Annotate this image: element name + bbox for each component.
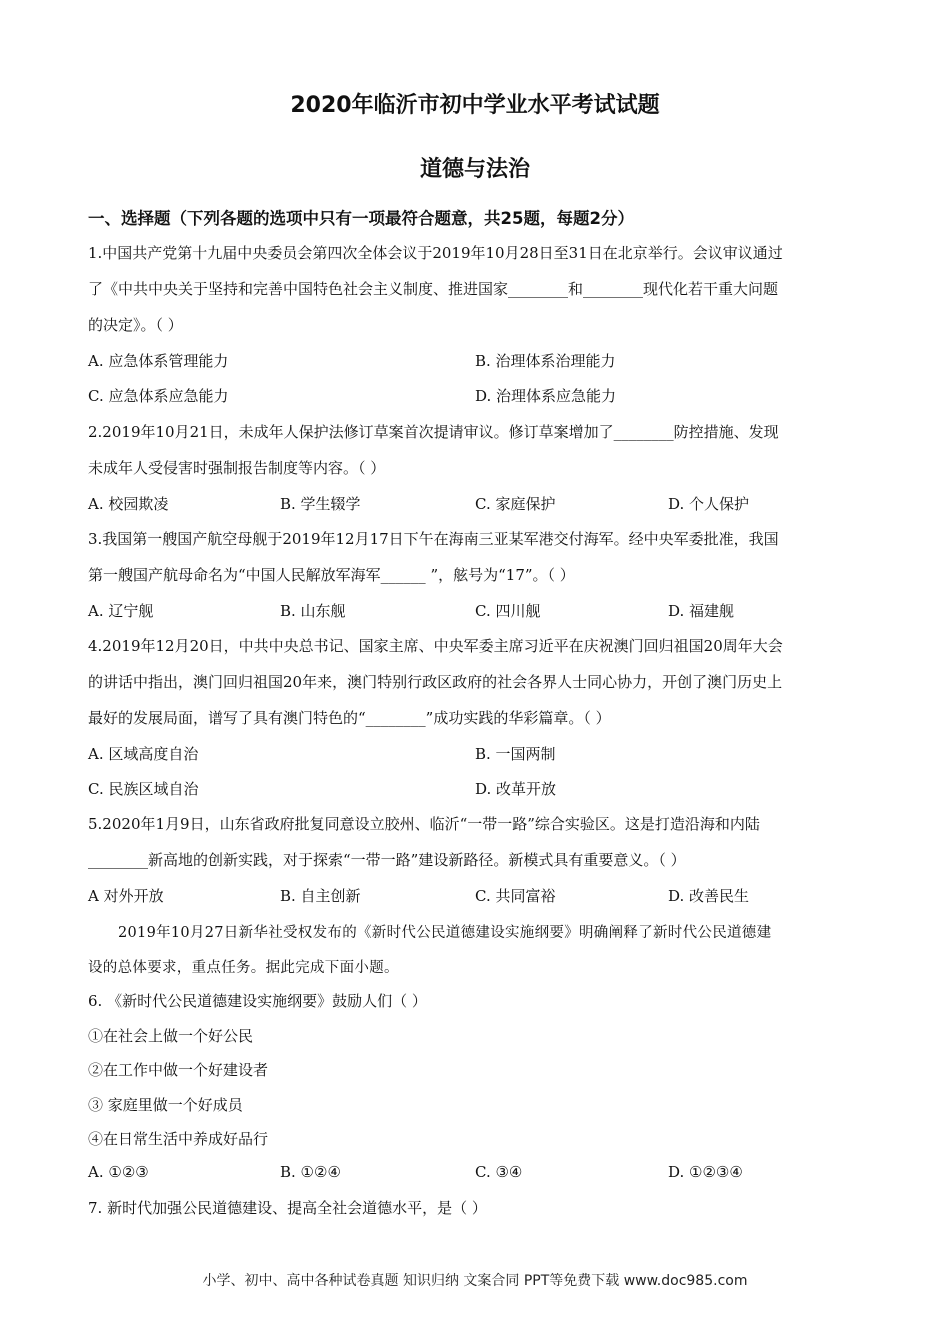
q4-option-a: A. 区域高度自治 [88, 745, 199, 763]
q5-option-c: C. 共同富裕 [475, 887, 556, 905]
q5-line2: ________新高地的创新实践，对于探索“一带一路”建设新路径。新模式具有重要意义。（ ） [88, 851, 686, 869]
q3-line2: 第一艘国产航母命名为“中国人民解放军海军______ ”，舷号为“17”。（ ） [88, 566, 575, 584]
q3-option-b: B. 山东舰 [280, 602, 346, 620]
q6-item-1: ①在社会上做一个好公民 [88, 1027, 254, 1045]
q4-line1: 4.2019年12月20日，中共中央总书记、国家主席、中央军委主席习近平在庆祝澳门回归祖国20周年大会 [88, 637, 783, 655]
q1-option-b: B. 治理体系治理能力 [475, 352, 616, 370]
q2-option-a: A. 校园欺凌 [88, 495, 169, 513]
q4-line2: 的讲话中指出，澳门回归祖国20年来，澳门特别行政区政府的社会各界人士同心协力，开创了澳门历史上 [88, 673, 783, 691]
q3-option-c: C. 四川舰 [475, 602, 541, 620]
q3-option-a: A. 辽宁舰 [88, 602, 154, 620]
q6-item-2: ②在工作中做一个好建设者 [88, 1061, 269, 1079]
page-footer: 小学、初中、高中各种试卷真题 知识归纳 文案合同 PPT等免费下载 www.doc985.com [202, 1273, 748, 1289]
q6-line1: 6. 《新时代公民道德建设实施纲要》鼓励人们（ ） [88, 992, 427, 1010]
q1-option-d: D. 治理体系应急能力 [475, 387, 617, 405]
q2-option-c: C. 家庭保护 [475, 495, 556, 513]
q2-line1: 2.2019年10月21日，未成年人保护法修订草案首次提请审议。修订草案增加了________防控措施、发现 [88, 423, 779, 441]
q4-option-c: C. 民族区域自治 [88, 780, 199, 798]
q4-option-b: B. 一国两制 [475, 745, 556, 763]
q6-option-c: C. ③④ [475, 1163, 523, 1181]
section-heading: 一、选择题（下列各题的选项中只有一项最符合题意，共25题，每题2分） [88, 209, 634, 228]
q6-item-3: ③ 家庭里做一个好成员 [88, 1096, 243, 1114]
q3-option-d: D. 福建舰 [668, 602, 735, 620]
q1-line1: 1.中国共产党第十九届中央委员会第四次全体会议于2019年10月28日至31日在北京举行。会议审议通过 [88, 244, 783, 262]
q2-option-d: D. 个人保护 [668, 495, 750, 513]
exam-title: 2020年临沂市初中学业水平考试试题 [290, 93, 660, 118]
q2-option-b: B. 学生辍学 [280, 495, 361, 513]
q1-line2: 了《中共中央关于坚持和完善中国特色社会主义制度、推进国家________和________现代化若干重大问题 [88, 280, 779, 298]
subject-title: 道德与法治 [419, 157, 530, 182]
q1-option-a: A. 应急体系管理能力 [88, 352, 229, 370]
q6-item-4: ④在日常生活中养成好品行 [88, 1130, 269, 1148]
q6-option-b: B. ①②④ [280, 1163, 341, 1181]
q5-option-b: B. 自主创新 [280, 887, 361, 905]
q3-line1: 3.我国第一艘国产航空母舰于2019年12月17日下午在海南三亚某军港交付海军。经中央军委批准，我国 [88, 530, 779, 548]
q5-option-d: D. 改善民生 [668, 887, 750, 905]
q4-line3: 最好的发展局面，谱写了具有澳门特色的“________”成功实践的华彩篇章。（ ） [88, 709, 611, 727]
q2-line2: 未成年人受侵害时强制报告制度等内容。（ ） [88, 459, 386, 477]
passage-line1: 2019年10月27日新华社受权发布的《新时代公民道德建设实施纲要》明确阐释了新时代公民道德建 [118, 925, 772, 941]
q6-option-d: D. ①②③④ [668, 1163, 743, 1181]
q7-line1: 7. 新时代加强公民道德建设、提高全社会道德水平，是（ ） [88, 1199, 487, 1217]
q5-line1: 5.2020年1月9日，山东省政府批复同意设立胶州、临沂“一带一路”综合实验区。这是打造沿海和内陆 [88, 815, 760, 833]
q1-line3: 的决定》。（ ） [88, 316, 183, 334]
q4-option-d: D. 改革开放 [475, 780, 557, 798]
q1-option-c: C. 应急体系应急能力 [88, 387, 229, 405]
q6-option-a: A. ①②③ [88, 1163, 149, 1181]
q5-option-a: A 对外开放 [88, 887, 164, 905]
passage-line2: 设的总体要求，重点任务。据此完成下面小题。 [88, 960, 399, 976]
